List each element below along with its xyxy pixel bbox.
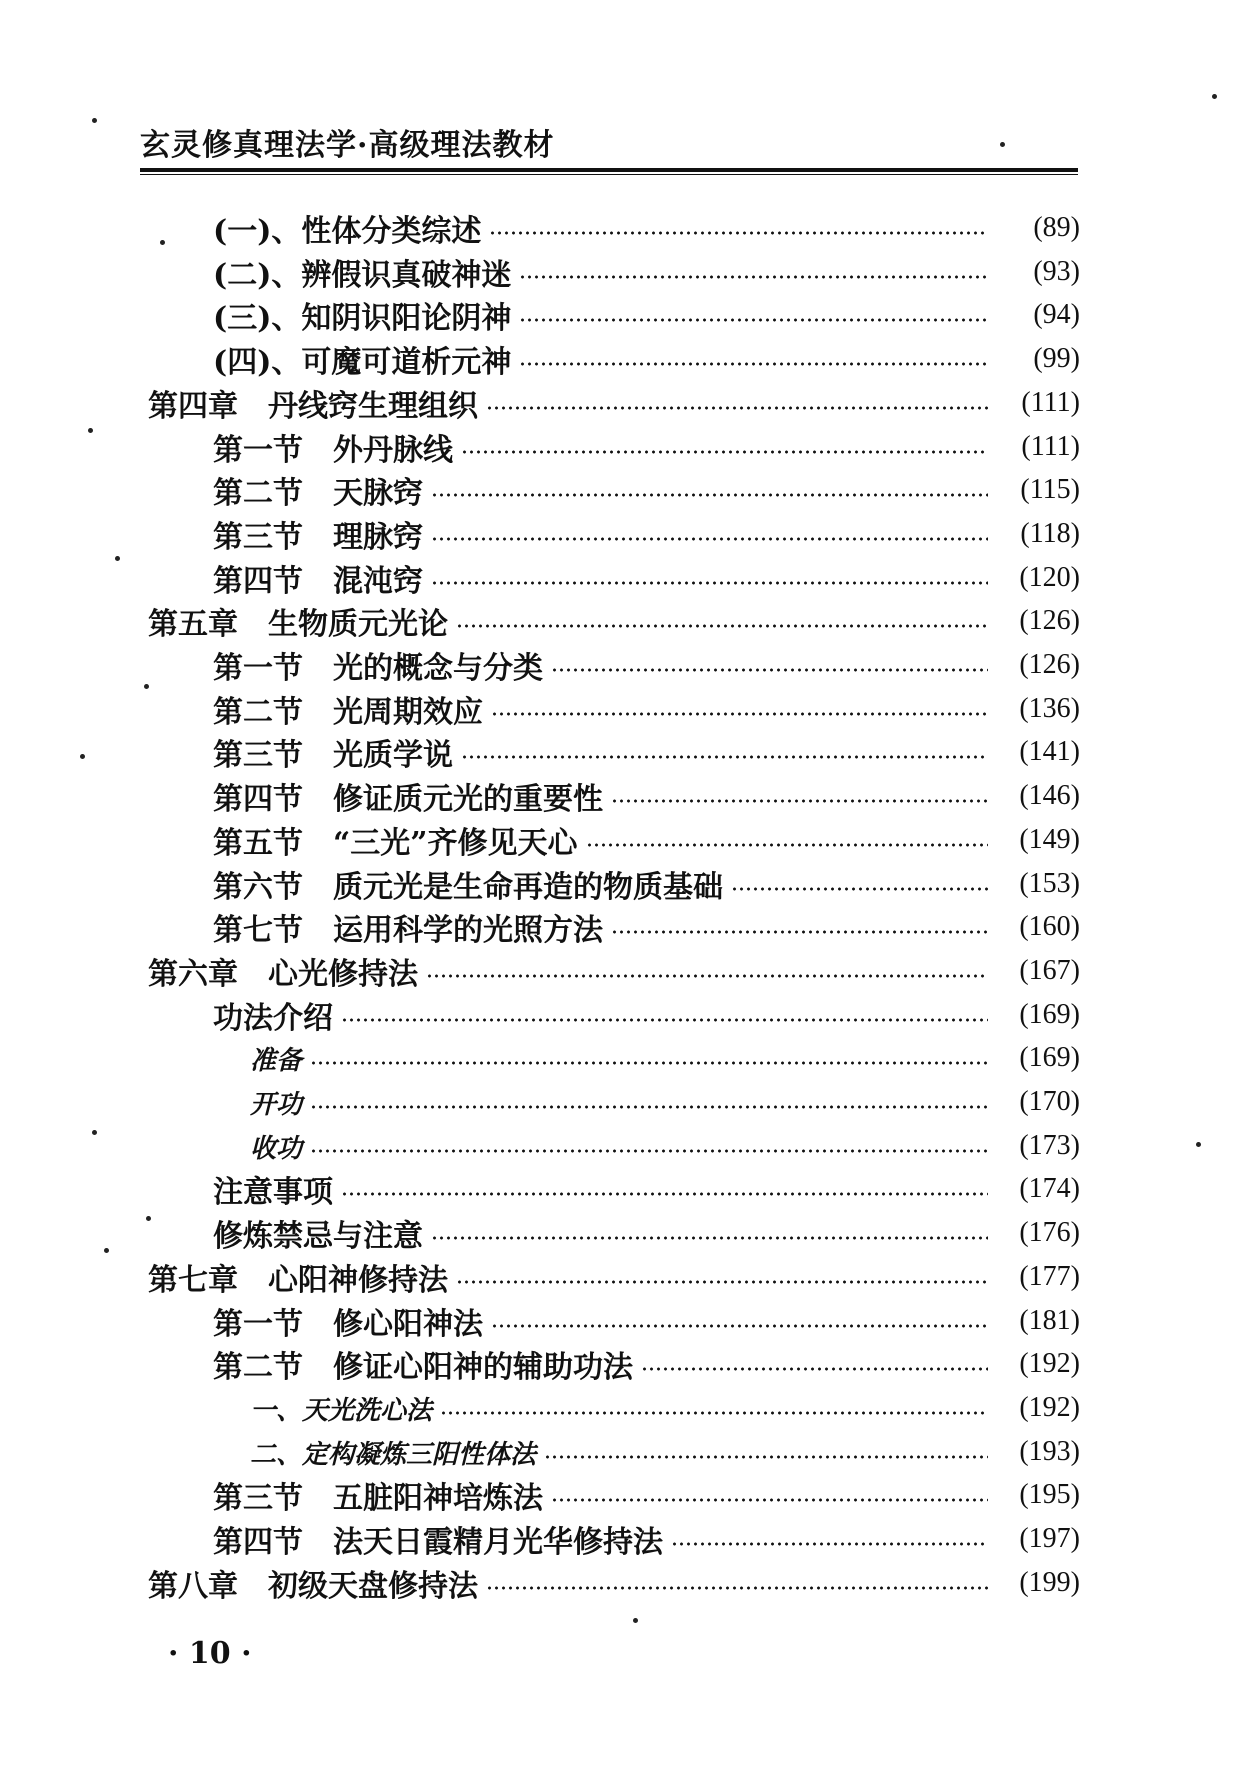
toc-entry-page: (169) xyxy=(1019,1042,1080,1073)
toc-entry-label: (四)、可魔可道析元神 xyxy=(213,345,512,380)
toc-entry-page: (173) xyxy=(1019,1130,1080,1161)
scan-speck xyxy=(144,684,149,689)
header-rule-thin xyxy=(140,174,1078,175)
toc-entry-page: (126) xyxy=(1019,605,1080,636)
toc-entry-page: (192) xyxy=(1019,1392,1080,1423)
toc-leader-dots xyxy=(491,1324,988,1328)
toc-entry-label: 第七节 运用科学的光照方法 xyxy=(213,913,603,948)
toc-entry-label: (二)、辨假识真破神迷 xyxy=(213,258,512,293)
toc-entry[interactable] xyxy=(0,1213,1260,1253)
toc-entry-page: (181) xyxy=(1019,1305,1080,1336)
header-rule xyxy=(140,168,1078,172)
toc-leader-dots xyxy=(519,318,988,322)
toc-leader-dots xyxy=(486,406,988,410)
toc-entry[interactable] xyxy=(0,1257,1260,1297)
toc-entry[interactable] xyxy=(0,1301,1260,1341)
toc-entry[interactable] xyxy=(0,427,1260,467)
toc-entry[interactable] xyxy=(0,1038,1260,1078)
toc-leader-dots xyxy=(310,1061,988,1065)
toc-entry[interactable] xyxy=(0,470,1260,510)
toc-entry[interactable] xyxy=(0,732,1260,772)
toc-leader-dots xyxy=(489,231,988,235)
toc-entry-page: (94) xyxy=(1033,299,1080,330)
toc-leader-dots xyxy=(341,1018,988,1022)
toc-entry[interactable] xyxy=(0,645,1260,685)
toc-entry-page: (193) xyxy=(1019,1436,1080,1467)
toc-entry-label: 第二节 光周期效应 xyxy=(213,695,483,730)
toc-leader-dots xyxy=(456,624,988,628)
toc-entry[interactable] xyxy=(0,995,1260,1035)
toc-entry-label: 第三节 五脏阳神培炼法 xyxy=(213,1481,543,1516)
toc-entry[interactable] xyxy=(0,689,1260,729)
scan-speck xyxy=(160,240,165,245)
toc-entry[interactable] xyxy=(0,864,1260,904)
toc-entry[interactable] xyxy=(0,383,1260,423)
toc-leader-dots xyxy=(731,887,988,891)
scan-speck xyxy=(80,754,85,759)
toc-entry-page: (115) xyxy=(1020,474,1080,505)
scan-speck xyxy=(115,556,120,561)
running-header-title: 玄灵修真理法学·高级理法教材 xyxy=(140,128,555,163)
toc-entry[interactable] xyxy=(0,1388,1260,1428)
toc-leader-dots xyxy=(426,974,988,978)
toc-leader-dots xyxy=(641,1367,988,1371)
toc-entry-page: (146) xyxy=(1019,780,1080,811)
toc-entry-label: 第一节 光的概念与分类 xyxy=(213,651,543,686)
toc-entry-page: (99) xyxy=(1033,343,1080,374)
scan-speck xyxy=(92,118,97,123)
toc-entry-label: 第四章 丹线窍生理组织 xyxy=(148,389,478,424)
scan-speck xyxy=(633,1618,638,1623)
toc-entry[interactable] xyxy=(0,776,1260,816)
toc-entry[interactable] xyxy=(0,1082,1260,1122)
toc-entry[interactable] xyxy=(0,601,1260,641)
toc-leader-dots xyxy=(440,1411,988,1415)
toc-leader-dots xyxy=(611,799,988,803)
toc-leader-dots xyxy=(586,843,988,847)
toc-entry[interactable] xyxy=(0,1519,1260,1559)
toc-entry-label: 第一节 外丹脉线 xyxy=(213,433,453,468)
toc-leader-dots xyxy=(551,1498,988,1502)
toc-entry[interactable] xyxy=(0,339,1260,379)
toc-leader-dots xyxy=(310,1149,988,1153)
toc-entry[interactable] xyxy=(0,907,1260,947)
toc-entry-page: (149) xyxy=(1019,824,1080,855)
toc-entry-page: (160) xyxy=(1019,911,1080,942)
toc-entry-page: (93) xyxy=(1033,256,1080,287)
toc-entry-label: 第七章 心阳神修持法 xyxy=(148,1263,448,1298)
scan-speck xyxy=(146,1216,151,1221)
toc-entry-label: (一)、性体分类综述 xyxy=(213,214,482,249)
toc-entry[interactable] xyxy=(0,820,1260,860)
toc-entry-label: 第八章 初级天盘修持法 xyxy=(148,1569,478,1604)
toc-entry-label: 第四节 修证质元光的重要性 xyxy=(213,782,603,817)
toc-entry-page: (89) xyxy=(1033,212,1080,243)
toc-entry-label: 开功 xyxy=(250,1089,303,1120)
toc-entry[interactable] xyxy=(0,951,1260,991)
toc-entry[interactable] xyxy=(0,1344,1260,1384)
toc-leader-dots xyxy=(611,930,988,934)
toc-entry-label: 第二节 天脉窍 xyxy=(213,476,423,511)
toc-leader-dots xyxy=(310,1105,988,1109)
toc-leader-dots xyxy=(491,712,988,716)
toc-entry-label: 第五章 生物质元光论 xyxy=(148,607,448,642)
scan-speck xyxy=(104,1248,109,1253)
toc-leader-dots xyxy=(456,1280,988,1284)
toc-leader-dots xyxy=(461,755,988,759)
toc-leader-dots xyxy=(486,1586,988,1590)
toc-entry-page: (111) xyxy=(1021,431,1080,462)
toc-entry-label: 准备 xyxy=(250,1045,303,1076)
toc-entry-page: (199) xyxy=(1019,1567,1080,1598)
toc-entry[interactable] xyxy=(0,295,1260,335)
toc-leader-dots xyxy=(519,275,988,279)
toc-entry-label: 第六节 质元光是生命再造的物质基础 xyxy=(213,870,723,905)
toc-entry[interactable] xyxy=(0,252,1260,292)
toc-entry-label: 收功 xyxy=(250,1133,303,1164)
toc-entry-page: (136) xyxy=(1019,693,1080,724)
toc-entry-label: 第四节 法天日霞精月光华修持法 xyxy=(213,1525,663,1560)
toc-entry-label: 第四节 混沌窍 xyxy=(213,564,423,599)
toc-entry-label: 第五节 “三光”齐修见天心 xyxy=(213,826,578,861)
toc-leader-dots xyxy=(519,362,988,366)
scan-speck xyxy=(1212,94,1217,99)
toc-leader-dots xyxy=(551,668,988,672)
toc-entry-label: 功法介绍 xyxy=(213,1001,333,1036)
toc-entry-label: 第一节 修心阳神法 xyxy=(213,1307,483,1342)
toc-entry-label: 第六章 心光修持法 xyxy=(148,957,418,992)
toc-entry-page: (197) xyxy=(1019,1523,1080,1554)
toc-entry[interactable] xyxy=(0,1169,1260,1209)
scan-speck xyxy=(92,1130,97,1135)
toc-leader-dots xyxy=(544,1455,988,1459)
toc-entry-page: (170) xyxy=(1019,1086,1080,1117)
toc-entry-page: (192) xyxy=(1019,1348,1080,1379)
toc-leader-dots xyxy=(431,537,988,541)
toc-entry-label: 一、天光洗心法 xyxy=(250,1395,433,1426)
toc-entry-label: (三)、知阴识阳论阴神 xyxy=(213,301,512,336)
toc-entry-page: (195) xyxy=(1019,1479,1080,1510)
toc-entry-page: (169) xyxy=(1019,999,1080,1030)
toc-entry-page: (177) xyxy=(1019,1261,1080,1292)
toc-leader-dots xyxy=(341,1192,988,1196)
toc-entry-page: (176) xyxy=(1019,1217,1080,1248)
toc-entry-label: 第三节 光质学说 xyxy=(213,738,453,773)
toc-entry-page: (111) xyxy=(1021,387,1080,418)
toc-entry-label: 注意事项 xyxy=(213,1175,333,1210)
toc-entry-page: (118) xyxy=(1020,518,1080,549)
toc-leader-dots xyxy=(431,581,988,585)
toc-entry-page: (120) xyxy=(1019,562,1080,593)
scan-speck xyxy=(88,428,93,433)
toc-entry[interactable] xyxy=(0,514,1260,554)
scan-speck xyxy=(1196,1142,1201,1147)
toc-leader-dots xyxy=(431,1236,988,1240)
toc-entry-label: 第三节 理脉窍 xyxy=(213,520,423,555)
toc-entry-label: 第二节 修证心阳神的辅助功法 xyxy=(213,1350,633,1385)
toc-entry[interactable] xyxy=(0,1475,1260,1515)
toc-entry[interactable] xyxy=(0,1563,1260,1603)
toc-entry-label: 修炼禁忌与注意 xyxy=(213,1219,423,1254)
toc-entry-page: (167) xyxy=(1019,955,1080,986)
toc-entry-label: 二、定构凝炼三阳性体法 xyxy=(250,1439,537,1470)
toc-entry-page: (141) xyxy=(1019,736,1080,767)
toc-entry-page: (126) xyxy=(1019,649,1080,680)
toc-entry[interactable] xyxy=(0,1432,1260,1472)
toc-entry[interactable] xyxy=(0,558,1260,598)
page-number: · 10 · xyxy=(168,1636,252,1671)
toc-leader-dots xyxy=(431,493,988,497)
toc-entry[interactable] xyxy=(0,208,1260,248)
toc-entry-page: (174) xyxy=(1019,1173,1080,1204)
toc-entry[interactable] xyxy=(0,1126,1260,1166)
toc-leader-dots xyxy=(461,450,988,454)
toc-entry-page: (153) xyxy=(1019,868,1080,899)
scan-speck xyxy=(1000,142,1005,147)
toc-leader-dots xyxy=(671,1542,988,1546)
